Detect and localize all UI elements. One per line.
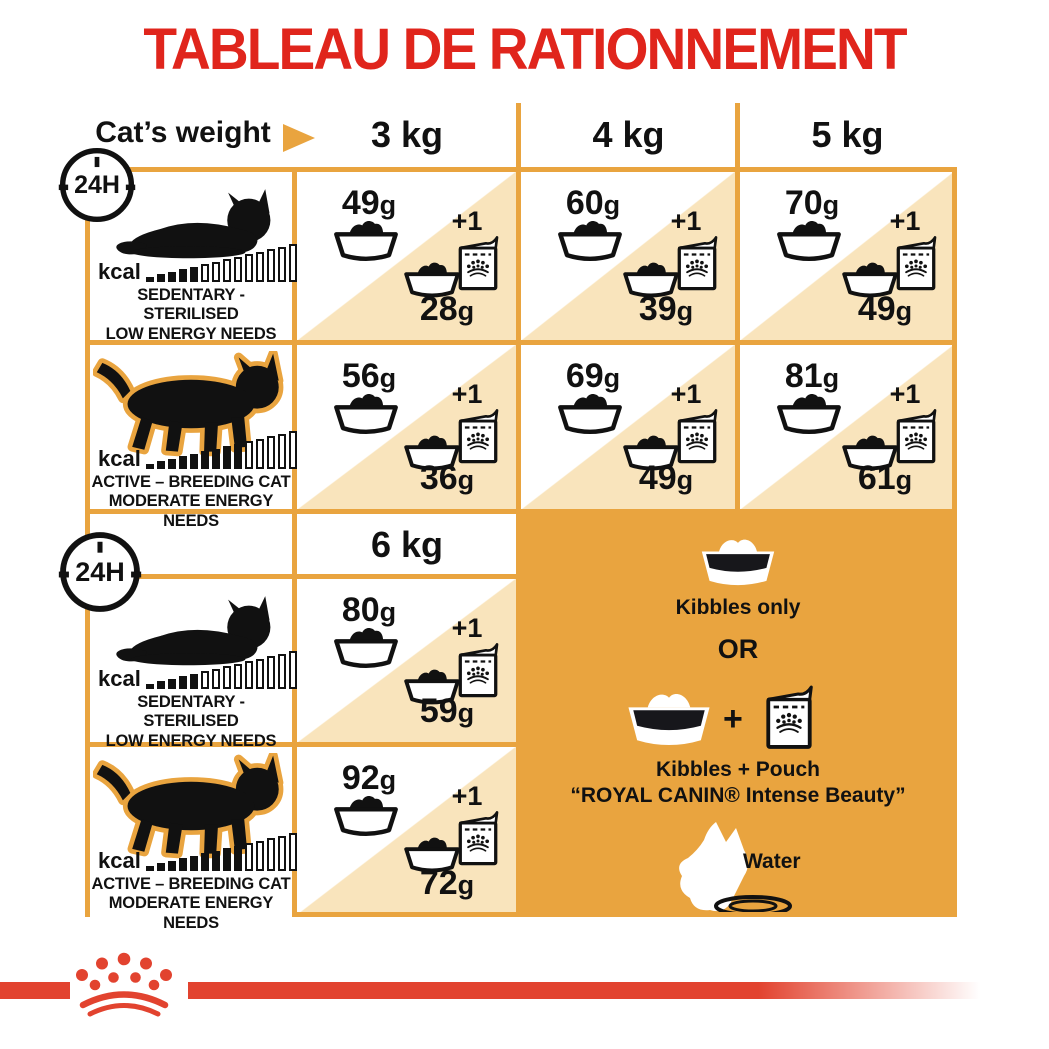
plus-one-label: +1: [451, 613, 483, 643]
kcal-label: kcal: [98, 446, 141, 471]
royal-canin-crown-logo: [58, 950, 193, 1022]
column-header-6kg: 6 kg: [370, 524, 444, 565]
kcal-meter-row: [98, 244, 297, 282]
profile-caption: SEDENTARY - STERILISED LOW ENERGY NEEDS: [105, 286, 277, 343]
profile-active: [90, 345, 292, 530]
kibbles-bowl-white-icon: [694, 536, 782, 586]
water-label: Water: [743, 850, 801, 873]
kcal-meter: [146, 431, 297, 469]
pouch-icon: [764, 684, 814, 750]
kibbles-bowl-icon: [327, 218, 405, 264]
mixed-amount: 49g: [638, 459, 694, 497]
mixed-amount: 49g: [857, 290, 913, 328]
plus-one-label: +1: [451, 379, 483, 409]
cell-5kg-active: [738, 343, 957, 512]
kibbles-pouch-label: Kibbles + Pouch: [656, 758, 820, 781]
column-header-4kg: 4 kg: [592, 114, 665, 155]
kibbles-amount: 60g: [565, 184, 621, 222]
kibbles-only-label: Kibbles only: [675, 596, 801, 619]
cell-5kg-sedentary: [738, 170, 957, 343]
kibbles-bowl-icon: [327, 625, 405, 671]
kcal-meter-row: [98, 431, 297, 469]
column-header-3kg: 3 kg: [370, 114, 444, 155]
mixed-amount: 39g: [638, 290, 694, 328]
kibbles-bowl-icon: [327, 793, 405, 839]
plus-one-label: +1: [670, 206, 702, 236]
feeding-options-panel: [519, 512, 957, 917]
plus-one-label: +1: [670, 379, 702, 409]
cell-6kg-sedentary: [295, 577, 519, 745]
mixed-amount: 36g: [419, 459, 475, 497]
cats-weight-label: Cat’s weight: [95, 116, 271, 149]
grid-line: [516, 103, 521, 917]
profile-caption: ACTIVE – BREEDING CAT MODERATE ENERGY NEEDS: [91, 875, 291, 932]
kibbles-amount: 49g: [341, 184, 397, 222]
kcal-label: kcal: [98, 666, 141, 691]
kibbles-bowl-icon: [770, 391, 848, 437]
kibbles-amount: 69g: [565, 357, 621, 395]
grid-line: [952, 167, 957, 917]
cell-4kg-active: [519, 343, 738, 512]
cell-4kg-sedentary: [519, 170, 738, 343]
kcal-meter-row: [98, 833, 297, 871]
kibbles-bowl-icon: [770, 218, 848, 264]
cell-3kg-active: [295, 343, 519, 512]
product-name: “ROYAL CANIN® Intense Beauty”: [570, 784, 906, 807]
profile-active: [90, 747, 292, 932]
plus-sign: +: [723, 700, 743, 738]
grid-line: [295, 912, 957, 917]
kcal-label: kcal: [98, 259, 141, 284]
footer-stripe: [188, 982, 980, 999]
plus-one-label: +1: [889, 206, 921, 236]
kcal-label: kcal: [98, 848, 141, 873]
kibbles-amount: 81g: [784, 357, 840, 395]
24h-icon: 24H: [58, 530, 142, 614]
24h-icon: 24H: [58, 146, 136, 224]
grid-line: [735, 103, 740, 512]
kibbles-amount: 80g: [341, 591, 397, 629]
kcal-meter: [146, 833, 297, 871]
mixed-amount: 28g: [419, 290, 475, 328]
plus-one-label: +1: [451, 206, 483, 236]
profile-caption: SEDENTARY - STERILISED LOW ENERGY NEEDS: [105, 693, 277, 750]
mixed-amount: 61g: [857, 459, 913, 497]
plus-one-label: +1: [451, 781, 483, 811]
kibbles-bowl-icon: [551, 391, 629, 437]
kibbles-bowl-icon: [551, 218, 629, 264]
plus-one-label: +1: [889, 379, 921, 409]
kibbles-bowl-icon: [327, 391, 405, 437]
kcal-meter-row: [98, 651, 297, 689]
kibbles-amount: 92g: [341, 759, 397, 797]
kibbles-bowl-white-icon: [619, 690, 719, 746]
mixed-amount: 72g: [419, 864, 475, 902]
or-label: OR: [717, 634, 759, 664]
mixed-amount: 59g: [419, 692, 475, 730]
cell-6kg-active: [295, 745, 519, 917]
kibbles-amount: 56g: [341, 357, 397, 395]
profile-caption: ACTIVE – BREEDING CAT MODERATE ENERGY NEEDS: [91, 473, 291, 530]
kibbles-amount: 70g: [784, 184, 840, 222]
kcal-meter: [146, 651, 297, 689]
kcal-meter: [146, 244, 297, 282]
cell-3kg-sedentary: [295, 170, 519, 343]
page-title: TABLEAU DE RATIONNEMENT: [143, 17, 906, 82]
column-header-5kg: 5 kg: [811, 114, 884, 155]
